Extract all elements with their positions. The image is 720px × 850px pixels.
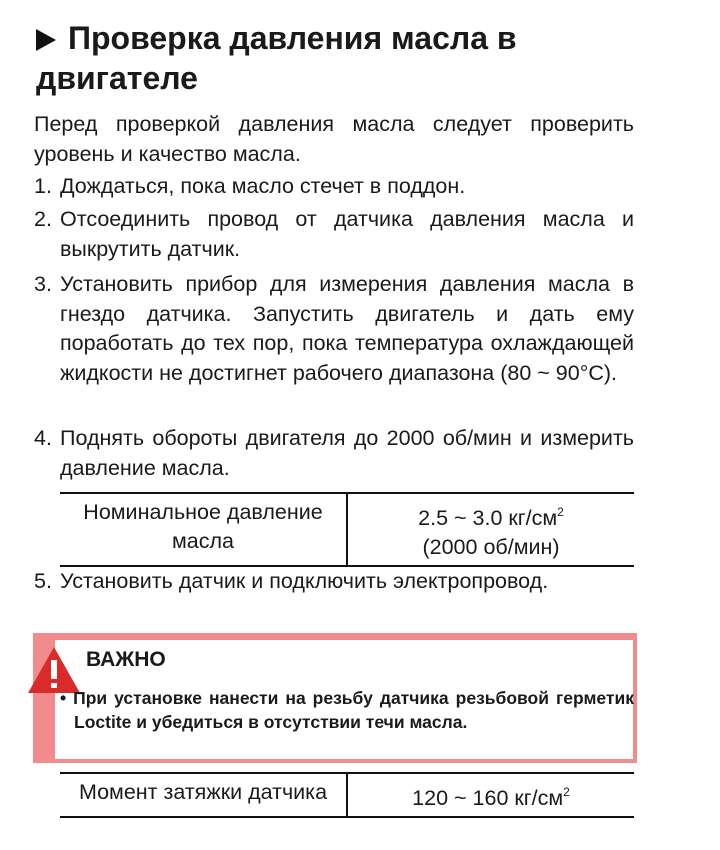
oil-pressure-spec-table: [60, 492, 634, 567]
table-row: [60, 773, 634, 817]
spec-value: [347, 493, 634, 566]
warning-text: • При установке нанести на резьбу датчика резьбовой герметик Loctite и убедиться в отсутствии течи масла.: [60, 688, 634, 732]
step-3: [34, 270, 634, 388]
step-text: Установить прибор для измерения давления масла в гнездо датчика. Запустить двигатель и дать ему поработать до тех пор, пока температура охлаждающей жидкости не достигнет рабочего диапазона (80 ~ 90°C).: [60, 272, 634, 385]
spec-label: Момент затяжки датчика: [60, 773, 347, 817]
spec-label: Номинальное давление масла: [60, 493, 347, 566]
spec-value-text: 120 ~ 160 кг/см: [412, 786, 564, 810]
spec-value-sup: 2: [563, 785, 570, 799]
step-number: 1.: [34, 174, 52, 198]
step-5: [34, 567, 634, 597]
section-title: [36, 18, 676, 98]
step-text: Отсоединить провод от датчика давления масла и выкрутить датчик.: [60, 207, 634, 261]
step-number: 2.: [34, 207, 52, 231]
step-1: [34, 172, 634, 202]
intro-paragraph: Перед проверкой давления масла следует проверить уровень и качество масла.: [34, 112, 634, 166]
spec-note: (2000 об/мин): [422, 535, 560, 559]
spec-value-text: 2.5 ~ 3.0 кг/см: [418, 506, 558, 530]
triangle-bullet-icon: [36, 29, 56, 51]
step-4: [34, 424, 634, 483]
step-2: [34, 205, 634, 264]
table-row: [60, 493, 634, 566]
torque-spec-table: [60, 772, 634, 818]
section-title-text: Проверка давления масла в двигателе: [36, 20, 517, 96]
step-number: 3.: [34, 272, 52, 296]
step-text: Установить датчик и подключить электропровод.: [60, 569, 549, 593]
spec-value-sup: 2: [557, 505, 564, 519]
step-text: Поднять обороты двигателя до 2000 об/мин и измерить давление масла.: [60, 426, 634, 480]
step-text: Дождаться, пока масло стечет в поддон.: [60, 174, 466, 198]
spec-value: [347, 773, 634, 817]
step-number: 5.: [34, 569, 52, 593]
step-number: 4.: [34, 426, 52, 450]
warning-heading: ВАЖНО: [86, 648, 166, 671]
